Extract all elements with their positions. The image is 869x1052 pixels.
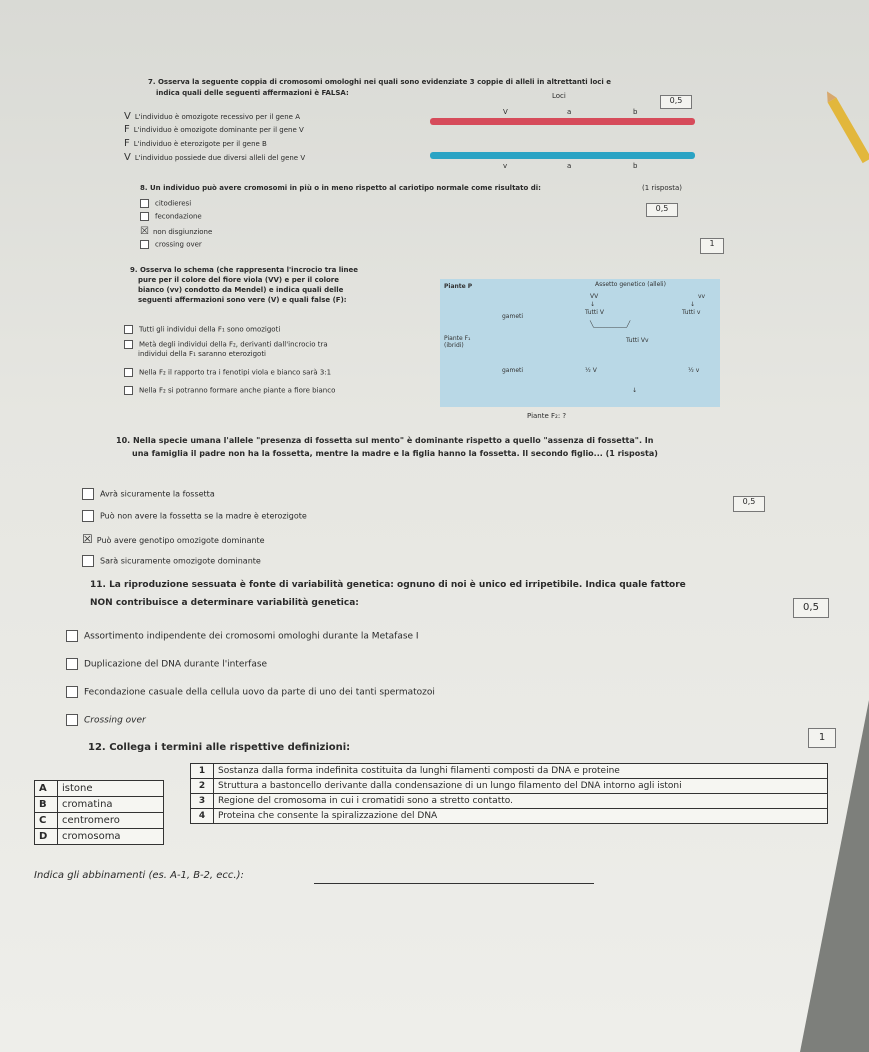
q7-mark-2: F	[124, 124, 130, 135]
answer-line[interactable]	[314, 883, 594, 884]
definition-text: Sostanza dalla forma indefinita costituita da lunghi filamenti composti da DNA e proteine	[214, 764, 828, 779]
term-letter: D	[35, 829, 58, 845]
term-name: cromatina	[58, 797, 164, 813]
diagram-piante-f1: Piante F₁	[444, 335, 471, 342]
definition-num: 3	[191, 794, 214, 809]
definition-text: Struttura a bastoncello derivante dalla condensazione di un lungo filamento del DNA intorno agli istoni	[214, 779, 828, 794]
q7-text-a: 7. Osserva la seguente coppia di cromosomi omologhi nei quali sono evidenziate 3 coppie di alleli in altrettanti loci e	[148, 78, 612, 86]
q10-option-4[interactable]: Sarà sicuramente omozigote dominante	[82, 555, 261, 567]
q8-score-2: 1	[700, 238, 724, 254]
q9-checkbox-4[interactable]	[124, 386, 133, 395]
term-row	[35, 813, 164, 829]
definition-num: 2	[191, 779, 214, 794]
term-name: centromero	[58, 813, 164, 829]
q8-checkbox-2[interactable]	[140, 212, 149, 221]
term-name: istone	[58, 781, 164, 797]
diagram-half-V: ½ V	[585, 367, 597, 374]
definition-text: Proteina che consente la spiralizzazione del DNA	[214, 809, 828, 824]
q10-score: 0,5	[733, 496, 765, 512]
definition-row	[191, 764, 828, 779]
arrow-down-icon: ↓	[590, 301, 596, 308]
terms-table	[34, 780, 164, 845]
term-letter: B	[35, 797, 58, 813]
definition-row	[191, 794, 828, 809]
q11-checkbox-4[interactable]	[66, 714, 78, 726]
q10-checked-mark: ☒	[82, 532, 93, 546]
q9-option-4[interactable]: Nella F₂ si potranno formare anche piante a fiore bianco	[124, 386, 335, 395]
q11-option-1[interactable]: Assortimento indipendente dei cromosomi omologhi durante la Metafase I	[66, 630, 419, 642]
q11-line-2: NON contribuisce a determinare variabilità genetica:	[90, 598, 359, 608]
q9-checkbox-1[interactable]	[124, 325, 133, 334]
q7-option-1[interactable]: V L'individuo è omozigote recessivo per il gene A	[124, 111, 300, 122]
arrow-merge-icon: ╲___________╱	[590, 321, 631, 328]
q10-line-2: una famiglia il padre non ha la fossetta, mentre la madre e la figlia hanno la fossetta. Il secondo figlio... (1 risposta)	[132, 449, 658, 458]
q8-score: 0,5	[646, 203, 678, 217]
q10-checkbox-1[interactable]	[82, 488, 94, 500]
gene-bottom-3: b	[633, 162, 638, 170]
q10-checkbox-2[interactable]	[82, 510, 94, 522]
q7-mark-3: F	[124, 138, 130, 149]
q10-line-1: 10. Nella specie umana l'allele "presenza di fossetta sul mento" è dominante rispetto a quello "assenza di fossetta". In	[116, 436, 654, 445]
q9-line-2: pure per il colore del fiore viola (VV) e per il colore	[138, 276, 339, 284]
q10-option-2[interactable]: Può non avere la fossetta se la madre è eterozigote	[82, 510, 307, 522]
definition-num: 4	[191, 809, 214, 824]
q9-checkbox-2[interactable]	[124, 340, 133, 349]
q10-option-1[interactable]: Avrà sicuramente la fossetta	[82, 488, 215, 500]
q10-option-3[interactable]: ☒ Può avere genotipo omozigote dominante	[82, 532, 265, 546]
arrow-down-icon: ↓	[632, 387, 638, 394]
q12-score: 1	[808, 728, 836, 748]
definitions-table	[190, 763, 828, 824]
q9-checkbox-3[interactable]	[124, 368, 133, 377]
q11-checkbox-3[interactable]	[66, 686, 78, 698]
q11-option-2[interactable]: Duplicazione del DNA durante l'interfase	[66, 658, 267, 670]
diagram-tutti-v: Tutti v	[682, 309, 701, 316]
q11-line-1: 11. La riproduzione sessuata è fonte di variabilità genetica: ognuno di noi è unico ed irripetibile. Indica quale fattore	[90, 580, 686, 590]
q12-answer-prompt: Indica gli abbinamenti (es. A-1, B-2, ecc.):	[34, 870, 244, 881]
diagram-VV: VV	[590, 293, 599, 300]
q9-option-1[interactable]: Tutti gli individui della F₁ sono omozigoti	[124, 325, 280, 334]
q8-option-3[interactable]: ☒ non disgiunzione	[140, 226, 213, 237]
definition-row	[191, 779, 828, 794]
diagram-gameti-1: gameti	[502, 313, 524, 320]
diagram-gameti-2: gameti	[502, 367, 524, 374]
diagram-tutti-Vv: Tutti Vv	[626, 337, 649, 344]
definition-num: 1	[191, 764, 214, 779]
q8-text: 8. Un individuo può avere cromosomi in più o in meno rispetto al cariotipo normale come risultato di:	[140, 184, 541, 192]
gene-top-3: b	[633, 108, 638, 116]
q9-option-3[interactable]: Nella F₂ il rapporto tra i fenotipi viola e bianco sarà 3:1	[124, 368, 331, 377]
q7-option-2[interactable]: F L'individuo è omozigote dominante per il gene V	[124, 124, 304, 135]
q9-option-2-cont: individui della F₁ saranno eterozigoti	[138, 350, 267, 358]
q9-line-4: seguenti affermazioni sono vere (V) e quali false (F):	[138, 296, 347, 304]
q8-note: (1 risposta)	[642, 184, 683, 192]
q8-option-2[interactable]: fecondazione	[140, 212, 202, 221]
term-row	[35, 797, 164, 813]
term-letter: C	[35, 813, 58, 829]
q11-checkbox-1[interactable]	[66, 630, 78, 642]
q7-mark-4: V	[124, 152, 131, 163]
diagram-tutti-V: Tutti V	[585, 309, 604, 316]
gene-top-1: V	[503, 108, 508, 116]
term-letter: A	[35, 781, 58, 797]
diagram-half-v: ½ v	[688, 367, 700, 374]
term-row	[35, 781, 164, 797]
chromosome-top	[430, 118, 695, 125]
q10-checkbox-4[interactable]	[82, 555, 94, 567]
diagram-vv: vv	[698, 293, 706, 300]
q9-line-1: 9. Osserva lo schema (che rappresenta l'incrocio tra linee	[130, 266, 359, 274]
term-row	[35, 829, 164, 845]
diagram-piante-f2: Piante F₂: ?	[527, 412, 567, 420]
q12-text: 12. Collega i termini alle rispettive definizioni:	[88, 742, 351, 753]
q7-mark-1: V	[124, 111, 131, 122]
q7-option-3[interactable]: F L'individuo è eterozigote per il gene B	[124, 138, 267, 149]
chromosome-bottom	[430, 152, 695, 159]
q8-checkbox-4[interactable]	[140, 240, 149, 249]
gene-bottom-1: v	[503, 162, 508, 170]
diagram-piante-p: Piante P	[444, 283, 473, 290]
definition-row	[191, 809, 828, 824]
q9-line-3: bianco (vv) condotto da Mendel) e indica quali delle	[138, 286, 344, 294]
arrow-down-icon: ↓	[690, 301, 696, 308]
term-name: cromosoma	[58, 829, 164, 845]
q8-option-4[interactable]: crossing over	[140, 240, 202, 249]
mendel-cross-diagram	[440, 279, 720, 407]
q8-checked-mark: ☒	[140, 226, 149, 237]
q7-option-4[interactable]: V L'individuo possiede due diversi alleli del gene V	[124, 152, 306, 163]
q7-loci-label: Loci	[552, 92, 566, 100]
q11-option-3[interactable]: Fecondazione casuale della cellula uovo da parte di uno dei tanti spermatozoi	[66, 686, 435, 698]
diagram-assetto: Assetto genetico (alleli)	[595, 281, 666, 288]
gene-bottom-2: a	[567, 162, 572, 170]
q11-score: 0,5	[793, 598, 829, 618]
definition-text: Regione del cromosoma in cui i cromatidi sono a stretto contatto.	[214, 794, 828, 809]
q11-option-4[interactable]: Crossing over	[66, 714, 146, 726]
q8-checkbox-1[interactable]	[140, 199, 149, 208]
q11-checkbox-2[interactable]	[66, 658, 78, 670]
q7-text-b: indica quali delle seguenti affermazioni è FALSA:	[156, 89, 349, 97]
diagram-ibridi: (ibridi)	[444, 342, 464, 349]
q7-score: 0,5	[660, 95, 692, 109]
q8-option-1[interactable]: citodieresi	[140, 199, 191, 208]
q9-option-2[interactable]: Metà degli individui della F₂, derivanti dall'incrocio tra	[124, 340, 328, 349]
gene-top-2: a	[567, 108, 572, 116]
